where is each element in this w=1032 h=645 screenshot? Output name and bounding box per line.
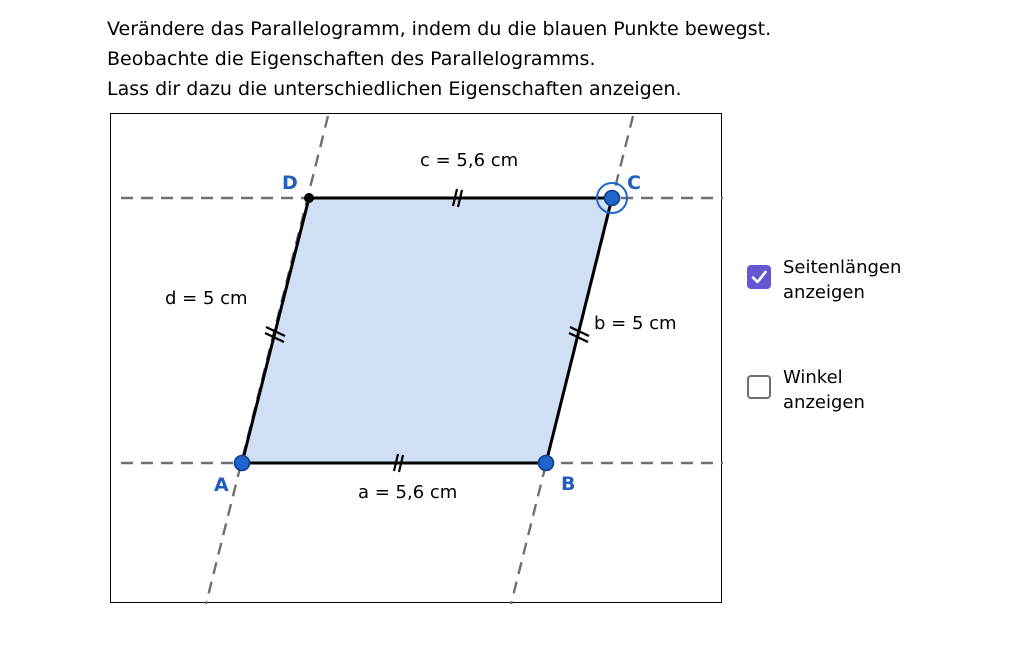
point-b[interactable] bbox=[539, 456, 554, 471]
show-angles-checkbox[interactable] bbox=[747, 375, 771, 399]
parallelogram bbox=[242, 198, 612, 463]
show-side-lengths-label-line-1: Seitenlängen bbox=[783, 257, 902, 278]
geometry-canvas[interactable] bbox=[110, 113, 722, 603]
point-d bbox=[304, 193, 314, 203]
instruction-line-1: Verändere das Parallelogramm, indem du die blauen Punkte bewegst. bbox=[107, 18, 772, 40]
side-label-a: a = 5,6 cm bbox=[358, 482, 458, 503]
point-label-d: D bbox=[282, 172, 298, 194]
show-angles-option[interactable] bbox=[747, 365, 865, 415]
instruction-line-3: Lass dir dazu die unterschiedlichen Eigenschaften anzeigen. bbox=[107, 78, 682, 100]
checkmark-icon bbox=[750, 268, 768, 286]
show-angles-label-line-1: Winkel bbox=[783, 367, 843, 388]
instructions bbox=[107, 14, 771, 104]
point-label-b: B bbox=[561, 473, 576, 495]
point-a[interactable] bbox=[235, 456, 250, 471]
point-c[interactable] bbox=[605, 191, 620, 206]
show-side-lengths-label-line-2: anzeigen bbox=[783, 282, 865, 303]
point-label-a: A bbox=[214, 474, 229, 496]
side-label-d: d = 5 cm bbox=[165, 288, 248, 309]
point-label-c: C bbox=[627, 172, 641, 194]
show-side-lengths-option[interactable] bbox=[747, 255, 901, 305]
side-label-b: b = 5 cm bbox=[594, 313, 677, 334]
show-angles-label-line-2: anzeigen bbox=[783, 392, 865, 413]
parallelogram-drawing bbox=[111, 114, 723, 604]
show-side-lengths-checkbox[interactable] bbox=[747, 265, 771, 289]
instruction-line-2: Beobachte die Eigenschaften des Parallelogramms. bbox=[107, 48, 596, 70]
side-label-c: c = 5,6 cm bbox=[420, 150, 519, 171]
